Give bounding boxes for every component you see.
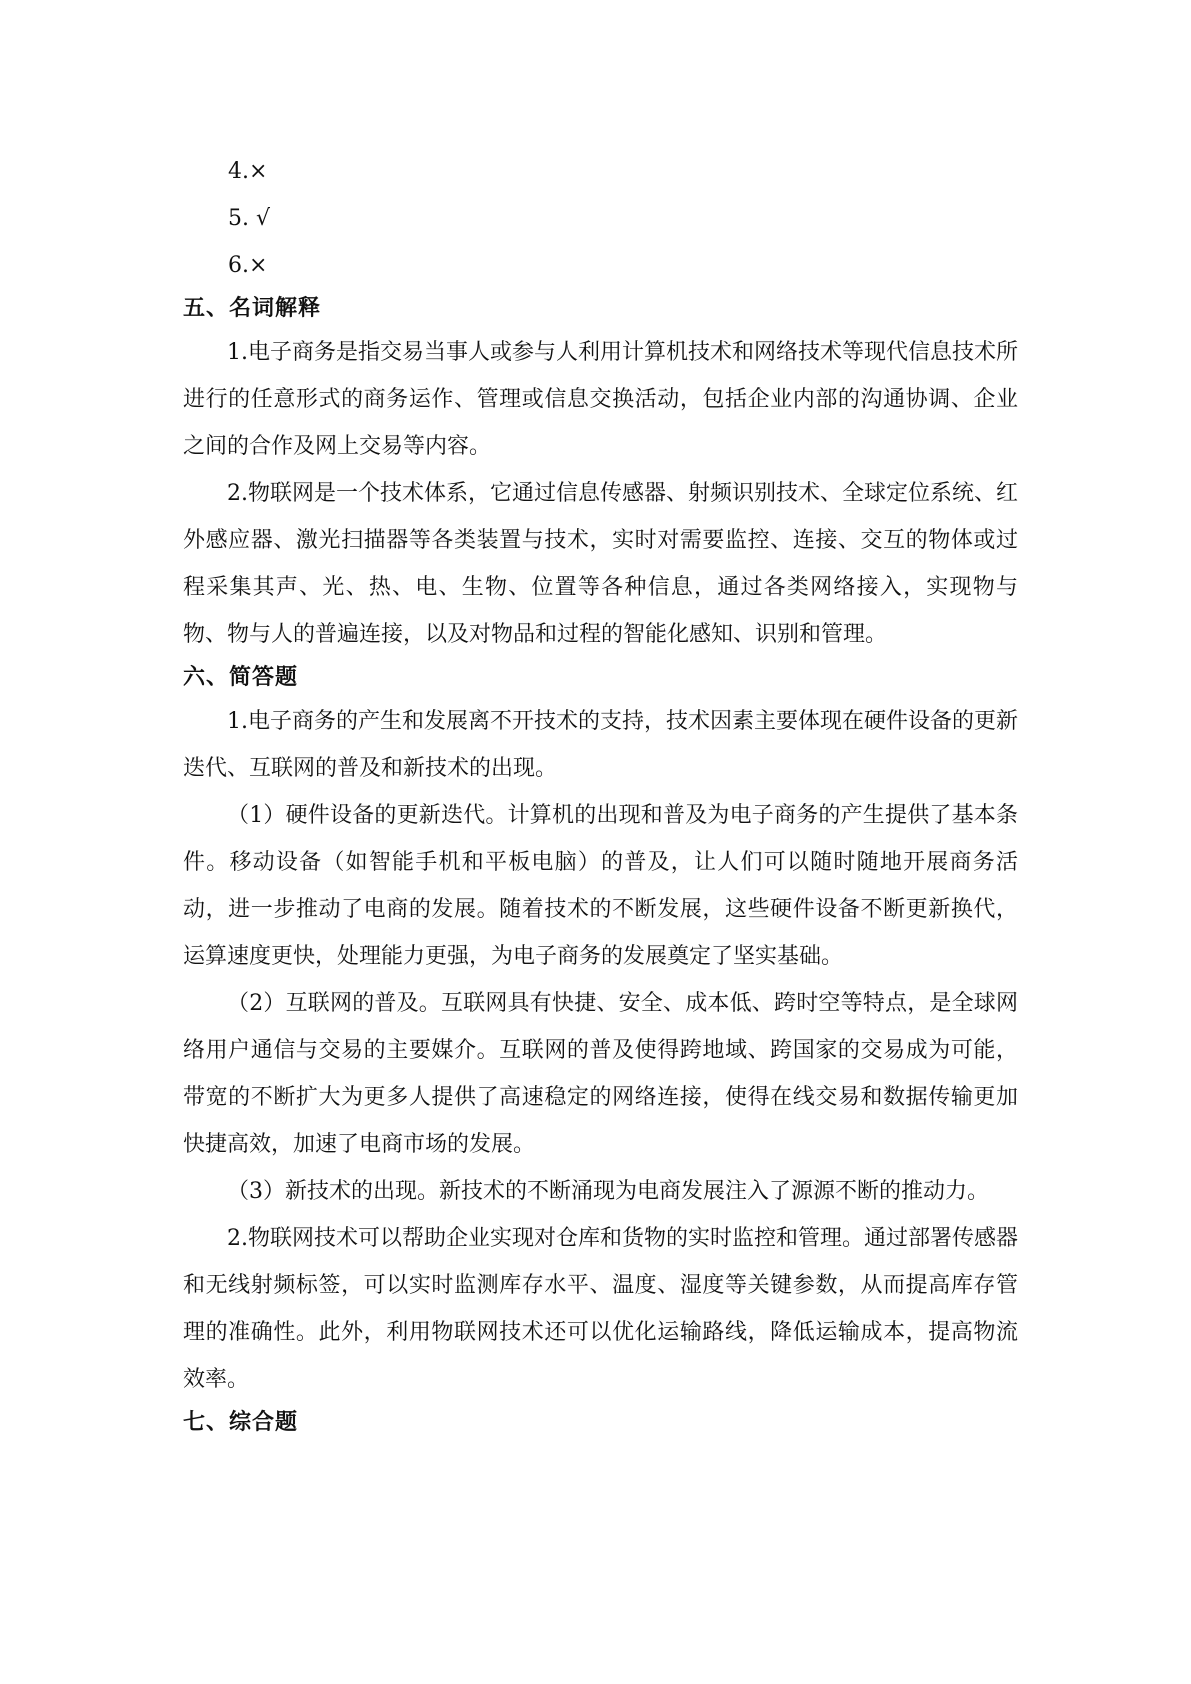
- section-heading-6: 六、简答题: [183, 665, 299, 690]
- paragraph: （3）新技术的出现。新技术的不断涌现为电商发展注入了源源不断的推动力。: [227, 1179, 989, 1204]
- section-heading-7: 七、综合题: [183, 1410, 299, 1435]
- paragraph: （1）硬件设备的更新迭代。计算机的出现和普及为电子商务的产生提供了基本条件。移动设备（如智能手机和平板电脑）的普及，让人们可以随时随地开展商务活动，进一步推动了电商的发展。随着技术的不断发展，这些硬件设备不断更新换代，运算速度更快，处理能力更强，为电子商务的发展奠定了坚实基础。: [183, 803, 1018, 969]
- answer-item: 5. √: [228, 206, 271, 231]
- answer-item: 6.×: [228, 253, 268, 278]
- paragraph: 2.物联网是一个技术体系，它通过信息传感器、射频识别技术、全球定位系统、红外感应器、激光扫描器等各类装置与技术，实时对需要监控、连接、交互的物体或过程采集其声、光、热、电、生物、位置等各种信息，通过各类网络接入，实现物与物、物与人的普遍连接，以及对物品和过程的智能化感知、识别和管理。: [183, 481, 1018, 647]
- paragraph: 1.电子商务的产生和发展离不开技术的支持，技术因素主要体现在硬件设备的更新迭代、互联网的普及和新技术的出现。: [183, 709, 1018, 781]
- paragraph: （2）互联网的普及。互联网具有快捷、安全、成本低、跨时空等特点，是全球网络用户通信与交易的主要媒介。互联网的普及使得跨地域、跨国家的交易成为可能，带宽的不断扩大为更多人提供了高速稳定的网络连接，使得在线交易和数据传输更加快捷高效，加速了电商市场的发展。: [183, 991, 1018, 1157]
- paragraph: 1.电子商务是指交易当事人或参与人利用计算机技术和网络技术等现代信息技术所进行的任意形式的商务运作、管理或信息交换活动，包括企业内部的沟通协调、企业之间的合作及网上交易等内容。: [183, 340, 1018, 459]
- paragraph: 2.物联网技术可以帮助企业实现对仓库和货物的实时监控和管理。通过部署传感器和无线射频标签，可以实时监测库存水平、温度、湿度等关键参数，从而提高库存管理的准确性。此外，利用物联网技术还可以优化运输路线，降低运输成本，提高物流效率。: [183, 1226, 1018, 1392]
- section-heading-5: 五、名词解释: [183, 296, 322, 321]
- answer-item: 4.×: [228, 159, 268, 184]
- document-page: [183, 148, 1018, 1443]
